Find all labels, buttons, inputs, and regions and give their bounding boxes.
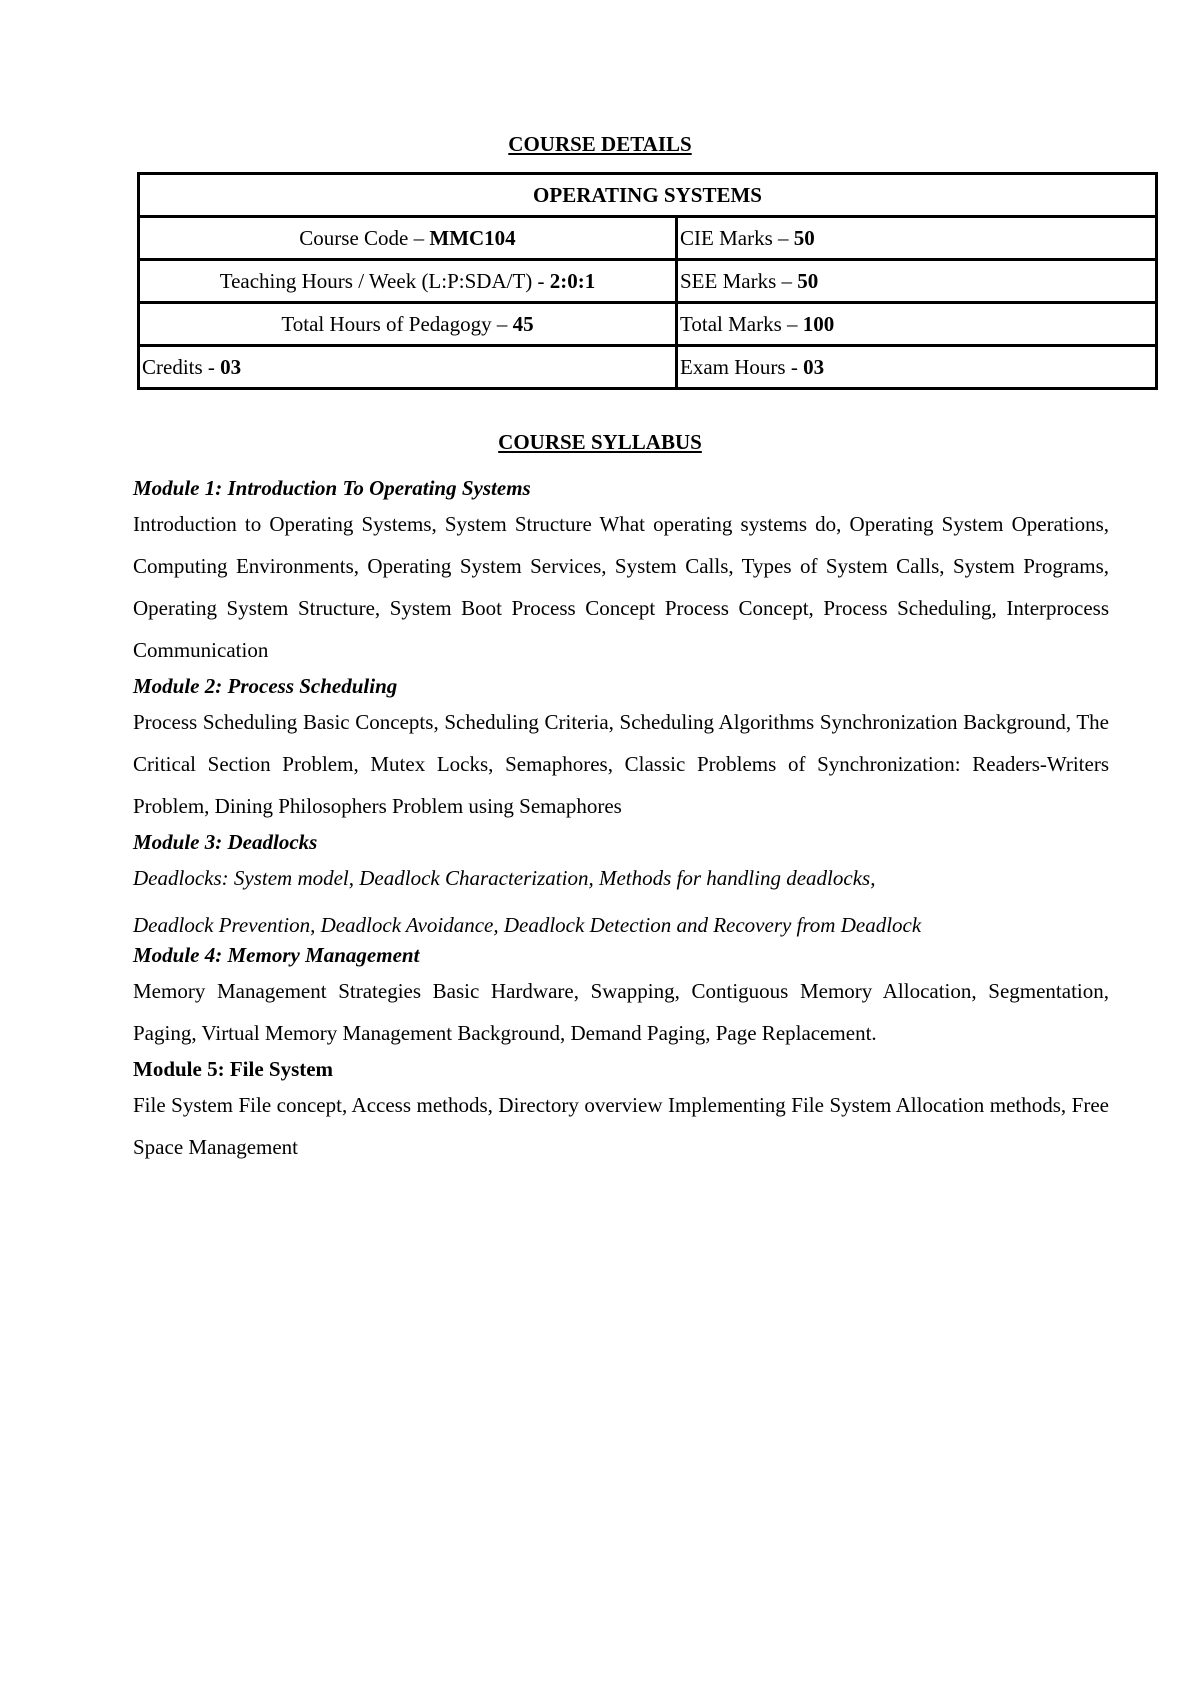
table-title-row xyxy=(139,174,1157,217)
cell-label: Total Marks – xyxy=(680,312,803,336)
course-syllabus-heading: COURSE SYLLABUS xyxy=(498,430,702,454)
exam-hours-cell xyxy=(677,346,1157,389)
cell-value: 03 xyxy=(220,355,242,379)
module-5-body: File System File concept, Access methods, Directory overview Implementing File System Allocation methods, Free Space Management xyxy=(133,1093,1109,1159)
cell-label: SEE Marks – xyxy=(680,269,798,293)
cell-value: 2:0:1 xyxy=(549,269,596,293)
module-4-title: Module 4: Memory Management xyxy=(133,943,420,967)
cell-label: Course Code – xyxy=(299,226,430,250)
module-2-body: Process Scheduling Basic Concepts, Scheduling Criteria, Scheduling Algorithms Synchronization Background, The Critical Section Problem, Mutex Locks, Semaphores, Classic Problems of Synchronization: Readers-Writers Problem, Dining Philosophers Problem using Semaphores xyxy=(133,710,1109,818)
cell-value: 100 xyxy=(802,312,835,336)
table-row xyxy=(139,260,1157,303)
cell-label: Teaching Hours / Week (L:P:SDA/T) - xyxy=(219,269,550,293)
module-5-title: Module 5: File System xyxy=(133,1057,334,1081)
module-1-title: Module 1: Introduction To Operating Systems xyxy=(133,476,531,500)
total-marks-cell xyxy=(677,303,1157,346)
cell-label: Exam Hours - xyxy=(680,355,804,379)
course-details-heading: COURSE DETAILS xyxy=(508,132,692,156)
course-details-table xyxy=(137,172,1158,390)
syllabus-content xyxy=(133,473,1109,1168)
module-3-title: Module 3: Deadlocks xyxy=(133,830,318,854)
cell-value: MMC104 xyxy=(429,226,516,250)
cell-value: 03 xyxy=(803,355,825,379)
cell-value: 50 xyxy=(797,269,819,293)
module-1-body: Introduction to Operating Systems, System Structure What operating systems do, Operating System Operations, Computing Environments, Operating System Services, System Calls, Types of System Calls, System Programs, Operating System Structure, System Boot Process Concept Process Concept, Process Scheduling, Interprocess Communication xyxy=(133,512,1109,662)
pedagogy-hours-cell xyxy=(139,303,677,346)
cell-label: CIE Marks – xyxy=(680,226,794,250)
teaching-hours-cell xyxy=(139,260,677,303)
see-marks-cell xyxy=(677,260,1157,303)
table-row xyxy=(139,217,1157,260)
cell-value: 50 xyxy=(793,226,815,250)
table-row xyxy=(139,346,1157,389)
credits-cell xyxy=(139,346,677,389)
cell-label: Total Hours of Pedagogy – xyxy=(281,312,513,336)
module-2-title: Module 2: Process Scheduling xyxy=(133,674,398,698)
module-3-body-line-2: Deadlock Prevention, Deadlock Avoidance, Deadlock Detection and Recovery from Deadlock xyxy=(133,913,922,937)
cie-marks-cell xyxy=(677,217,1157,260)
course-code-cell xyxy=(139,217,677,260)
cell-label: Credits - xyxy=(142,355,221,379)
module-4-body: Memory Management Strategies Basic Hardware, Swapping, Contiguous Memory Allocation, Segmentation, Paging, Virtual Memory Management Background, Demand Paging, Page Replacement. xyxy=(133,979,1109,1045)
course-name: OPERATING SYSTEMS xyxy=(139,174,1157,217)
table-row xyxy=(139,303,1157,346)
module-3-body-line-1: Deadlocks: System model, Deadlock Characterization, Methods for handling deadlocks, xyxy=(133,866,876,890)
cell-value: 45 xyxy=(512,312,534,336)
